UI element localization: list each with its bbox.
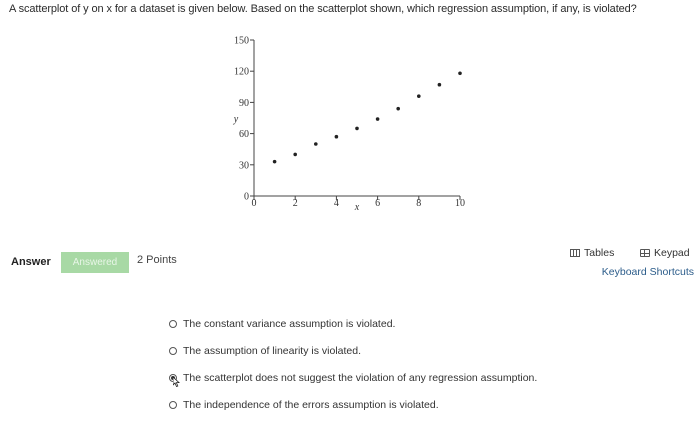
x-tick-label: 8 [416,198,422,209]
data-point [273,160,277,164]
data-point [293,153,297,157]
y-tick-label: 90 [239,97,249,109]
option-text: The assumption of linearity is violated. [183,344,362,357]
answer-options [169,310,537,418]
tables-button[interactable] [570,247,614,259]
y-tick-label: 0 [244,191,249,203]
keypad-icon [640,249,650,257]
data-point [376,117,380,121]
option-independence[interactable] [169,391,537,418]
option-linearity[interactable] [169,337,537,364]
x-tick-label: 10 [455,198,465,209]
mouse-cursor-icon [173,377,180,387]
y-axis-label: y [233,114,239,125]
option-text: The independence of the errors assumption is violated. [183,398,439,411]
radio-button[interactable] [169,347,177,355]
answered-badge: Answered [61,252,129,273]
data-point [335,135,339,139]
x-tick-label: 0 [251,198,257,209]
keyboard-shortcuts-link[interactable]: Keyboard Shortcuts [601,266,694,278]
x-tick-label: 4 [333,198,339,209]
radio-button[interactable] [169,320,177,328]
x-tick-label: 2 [292,198,298,209]
data-point [314,142,318,146]
option-text: The constant variance assumption is violated. [183,317,396,330]
table-icon [570,249,580,257]
y-tick-label: 60 [239,129,249,141]
x-tick-label: 6 [375,198,381,209]
data-point [355,127,359,131]
data-point [396,107,400,111]
option-no-violation[interactable] [169,364,537,391]
keypad-button[interactable] [640,247,690,259]
plot-axes [233,36,465,214]
points-label: 2 Points [137,254,177,266]
tools-panel [570,244,700,284]
data-point [438,83,442,87]
answer-label: Answer [11,256,51,268]
scatterplot [220,30,480,220]
option-text: The scatterplot does not suggest the violation of any regression assumption. [183,371,538,384]
y-tick-label: 120 [234,66,249,78]
data-point [458,71,462,75]
option-constant-variance[interactable] [169,310,537,337]
radio-button[interactable] [169,401,177,409]
y-tick-label: 150 [234,35,249,47]
x-axis-label: x [354,202,360,213]
data-point [417,94,421,98]
question-text: A scatterplot of y on x for a dataset is given below. Based on the scatterplot shown, which regression assumption, if any, is violated? [9,3,637,15]
y-tick-label: 30 [239,160,249,172]
keypad-label: Keypad [654,247,690,259]
plot-points [273,71,462,163]
tables-label: Tables [584,247,615,259]
